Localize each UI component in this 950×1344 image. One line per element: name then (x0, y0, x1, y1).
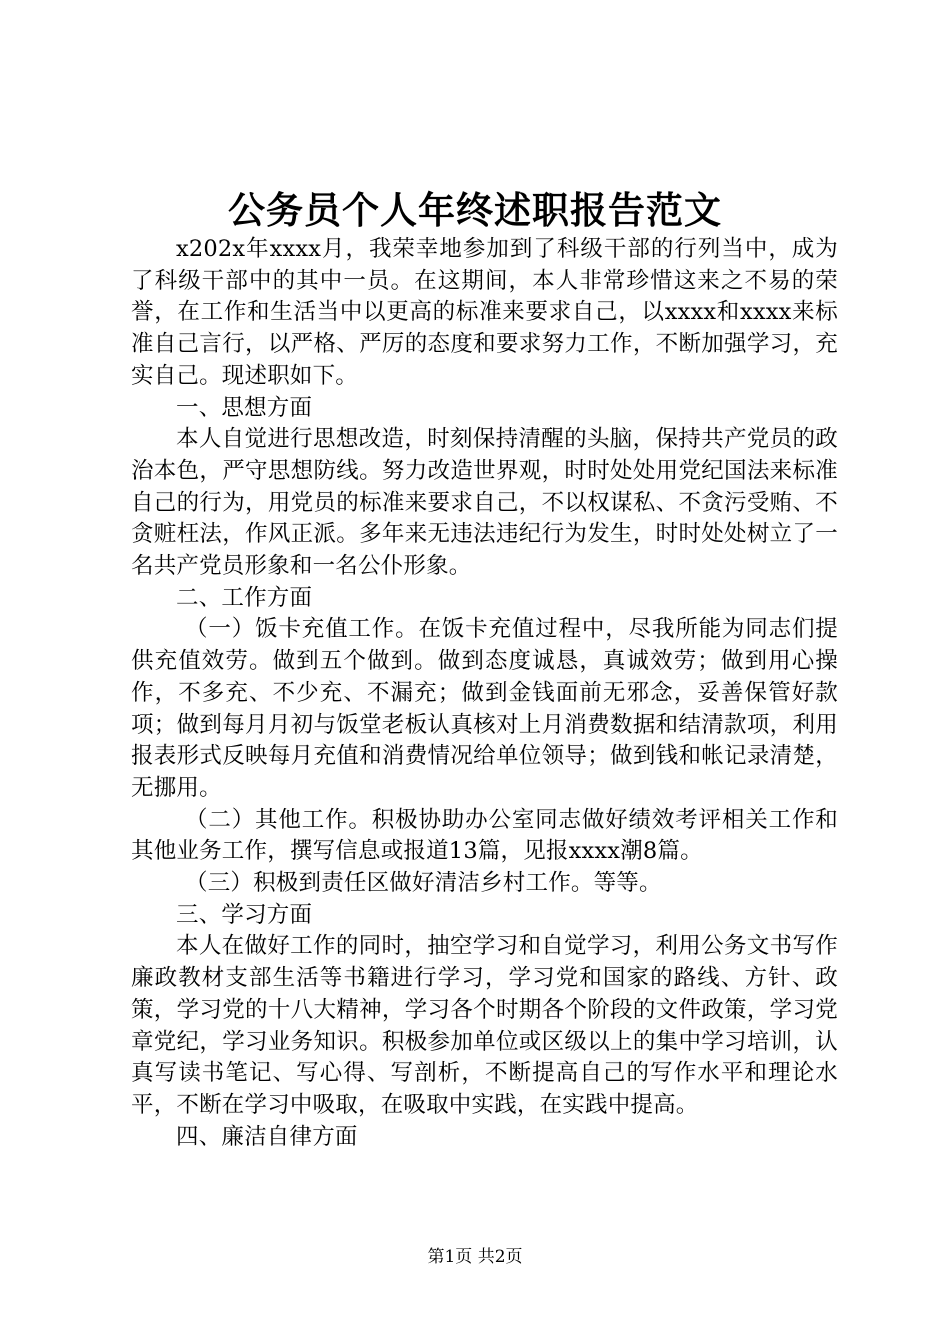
section-heading-work: 二、工作方面 (176, 584, 313, 611)
document-body (131, 234, 838, 1153)
section-heading-integrity: 四、廉洁自律方面 (176, 1123, 358, 1150)
section-heading-ideology: 一、思想方面 (176, 394, 313, 421)
paragraph-work-cleaning: （三）积极到责任区做好清洁乡村工作。等等。 (185, 870, 662, 897)
section-heading-study: 三、学习方面 (176, 901, 313, 928)
document-title: 公务员个人年终述职报告范文 (228, 188, 722, 232)
paragraph-work-other: （二）其他工作。积极协助办公室同志做好绩效考评相关工作和其他业务工作，撰写信息或报道13篇，见报xxxx潮8篇。 (131, 806, 838, 865)
paragraph-work-meal-card: （一）饭卡充值工作。在饭卡充值过程中，尽我所能为同志们提供充值效劳。做到五个做到。做到态度诚恳，真诚效劳；做到用心操作，不多充、不少充、不漏充；做到金钱面前无邪念，妥善保管好款项；做到每月月初与饭堂老板认真核对上月消费数据和结清款项，利用报表形式反映每月充值和消费情况给单位领导；做到钱和帐记录清楚，无挪用。 (131, 616, 838, 801)
page-footer: 第1页 共2页 (427, 1247, 523, 1267)
paragraph-ideology: 本人自觉进行思想改造，时刻保持清醒的头脑，保持共产党员的政治本色，严守思想防线。努力改造世界观，时时处处用党纪国法来标准自己的行为，用党员的标准来要求自己，不以权谋私、不贪污受贿、不贪赃枉法，作风正派。多年来无违法违纪行为发生，时时处处树立了一名共产党员形象和一名公仆形象。 (131, 426, 838, 580)
paragraph-intro: x202x年xxxx月，我荣幸地参加到了科级干部的行列当中，成为了科级干部中的其中一员。在这期间，本人非常珍惜这来之不易的荣誉，在工作和生活当中以更高的标准来要求自己，以xxxx和xxxx来标准自己言行，以严格、严厉的态度和要求努力工作，不断加强学习，充实自己。现述职如下。 (131, 236, 838, 389)
paragraph-study: 本人在做好工作的同时，抽空学习和自觉学习，利用公务文书写作廉政教材支部生活等书籍进行学习，学习党和国家的路线、方针、政策，学习党的十八大精神，学习各个时期各个阶段的文件政策，学习党章党纪，学习业务知识。积极参加单位或区级以上的集中学习培训，认真写读书笔记、写心得、写剖析，不断提高自己的写作水平和理论水平，不断在学习中吸取，在吸取中实践，在实践中提高。 (131, 933, 838, 1118)
